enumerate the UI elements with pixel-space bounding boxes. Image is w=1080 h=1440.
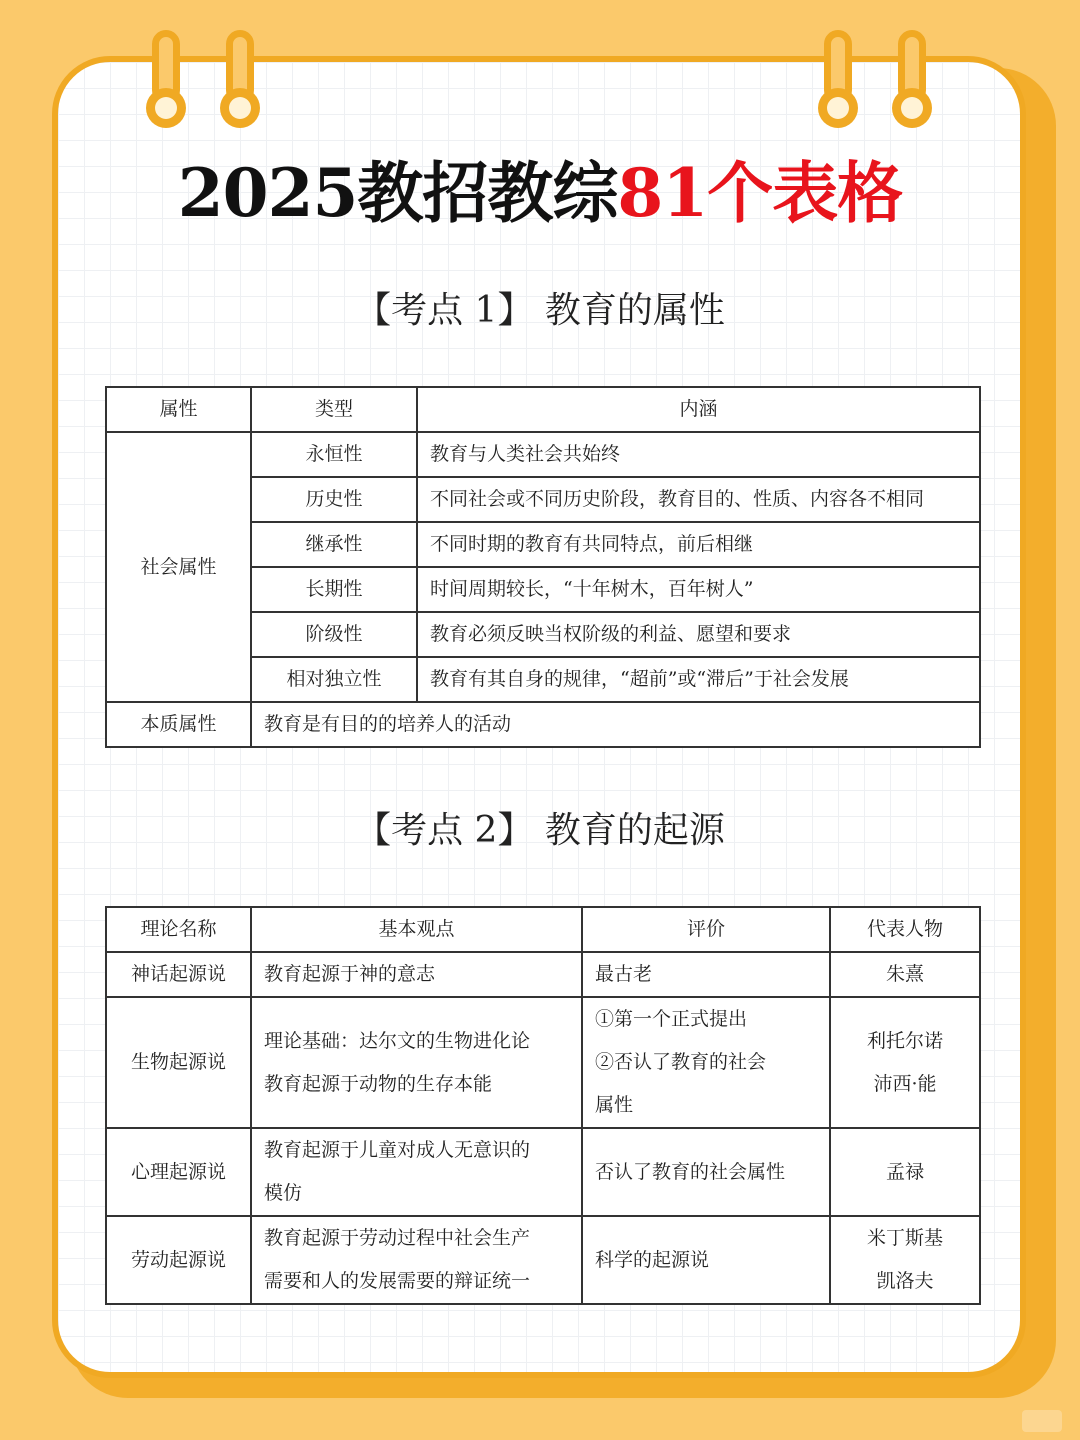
basic-view bbox=[251, 1216, 582, 1304]
basic-view-line: 需要和人的发展需要的辩证统一 bbox=[264, 1270, 531, 1292]
representative-line: 朱熹 bbox=[885, 963, 924, 985]
theory-name: 心理起源说 bbox=[106, 1128, 251, 1216]
table-header-row bbox=[106, 907, 980, 952]
representative bbox=[830, 997, 980, 1128]
binder-ring bbox=[818, 30, 858, 126]
table-row bbox=[106, 702, 980, 747]
section1-title: 【考点 1】 教育的属性 bbox=[355, 290, 725, 331]
basic-view-line: 教育起源于动物的生存本能 bbox=[264, 1072, 493, 1095]
evaluation bbox=[582, 952, 830, 997]
evaluation bbox=[582, 997, 830, 1128]
title-highlight: 81个表格 bbox=[617, 154, 903, 232]
attribute-meaning: 教育与人类社会共始终 bbox=[417, 432, 980, 477]
attribute-category: 社会属性 bbox=[106, 432, 251, 702]
table-row bbox=[106, 432, 980, 477]
representative-line: 利托尔诺 bbox=[866, 1029, 943, 1052]
binder-ring bbox=[146, 30, 186, 126]
table-row bbox=[106, 952, 980, 997]
evaluation bbox=[582, 1216, 830, 1304]
basic-view-line: 教育起源于神的意志 bbox=[264, 963, 436, 985]
column-header: 评价 bbox=[582, 907, 830, 952]
basic-view-line: 理论基础：达尔文的生物进化论 bbox=[264, 1029, 531, 1052]
basic-view bbox=[251, 1128, 582, 1216]
evaluation-line: ②否认了教育的社会 bbox=[595, 1051, 767, 1073]
attribute-meaning: 不同社会或不同历史阶段，教育目的、性质、内容各不相同 bbox=[417, 477, 980, 522]
table-header-row bbox=[106, 387, 980, 432]
evaluation bbox=[582, 1128, 830, 1216]
theory-name: 劳动起源说 bbox=[106, 1216, 251, 1304]
attribute-type: 阶级性 bbox=[251, 612, 417, 657]
column-header: 属性 bbox=[106, 387, 251, 432]
attribute-type: 永恒性 bbox=[251, 432, 417, 477]
column-header: 内涵 bbox=[417, 387, 980, 432]
title-main: 2025教招教综 bbox=[177, 154, 618, 232]
attribute-type: 继承性 bbox=[251, 522, 417, 567]
column-header: 代表人物 bbox=[830, 907, 980, 952]
column-header: 基本观点 bbox=[251, 907, 582, 952]
attribute-meaning: 不同时期的教育有共同特点，前后相继 bbox=[417, 522, 980, 567]
theory-name: 神话起源说 bbox=[106, 952, 251, 997]
origin-table bbox=[105, 906, 981, 1305]
table-row bbox=[106, 1128, 980, 1216]
evaluation-line: 属性 bbox=[595, 1094, 634, 1116]
representative bbox=[830, 1128, 980, 1216]
attribute-type: 相对独立性 bbox=[251, 657, 417, 702]
table-row bbox=[106, 997, 980, 1128]
column-header: 类型 bbox=[251, 387, 417, 432]
representative-line: 孟禄 bbox=[885, 1160, 924, 1183]
evaluation-line: 最古老 bbox=[595, 963, 653, 985]
binder-ring bbox=[892, 30, 932, 126]
attribute-meaning: 教育是有目的的培养人的活动 bbox=[251, 702, 980, 747]
basic-view-line: 模仿 bbox=[264, 1182, 303, 1204]
evaluation-line: ①第一个正式提出 bbox=[595, 1008, 748, 1030]
basic-view-line: 教育起源于劳动过程中社会生产 bbox=[264, 1227, 531, 1249]
evaluation-line: 科学的起源说 bbox=[595, 1248, 710, 1271]
representative-line: 沛西·能 bbox=[873, 1072, 937, 1095]
attribute-type: 长期性 bbox=[251, 567, 417, 612]
section2-title: 【考点 2】 教育的起源 bbox=[355, 810, 725, 851]
basic-view bbox=[251, 952, 582, 997]
page-title bbox=[0, 140, 1080, 235]
basic-view bbox=[251, 997, 582, 1128]
attribute-meaning: 教育有其自身的规律，“超前”或“滞后”于社会发展 bbox=[417, 657, 980, 702]
evaluation-line: 否认了教育的社会属性 bbox=[595, 1160, 786, 1183]
attribute-category: 本质属性 bbox=[106, 702, 251, 747]
theory-name: 生物起源说 bbox=[106, 997, 251, 1128]
attributes-table bbox=[105, 386, 981, 748]
representative-line: 米丁斯基 bbox=[866, 1227, 943, 1249]
attribute-meaning: 时间周期较长，“十年树木，百年树人” bbox=[417, 567, 980, 612]
representative-line: 凯洛夫 bbox=[876, 1270, 934, 1292]
representative bbox=[830, 952, 980, 997]
basic-view-line: 教育起源于儿童对成人无意识的 bbox=[264, 1139, 531, 1161]
attribute-meaning: 教育必须反映当权阶级的利益、愿望和要求 bbox=[417, 612, 980, 657]
table-row bbox=[106, 1216, 980, 1304]
binder-ring bbox=[220, 30, 260, 126]
column-header: 理论名称 bbox=[106, 907, 251, 952]
representative bbox=[830, 1216, 980, 1304]
watermark bbox=[1022, 1410, 1062, 1432]
attribute-type: 历史性 bbox=[251, 477, 417, 522]
